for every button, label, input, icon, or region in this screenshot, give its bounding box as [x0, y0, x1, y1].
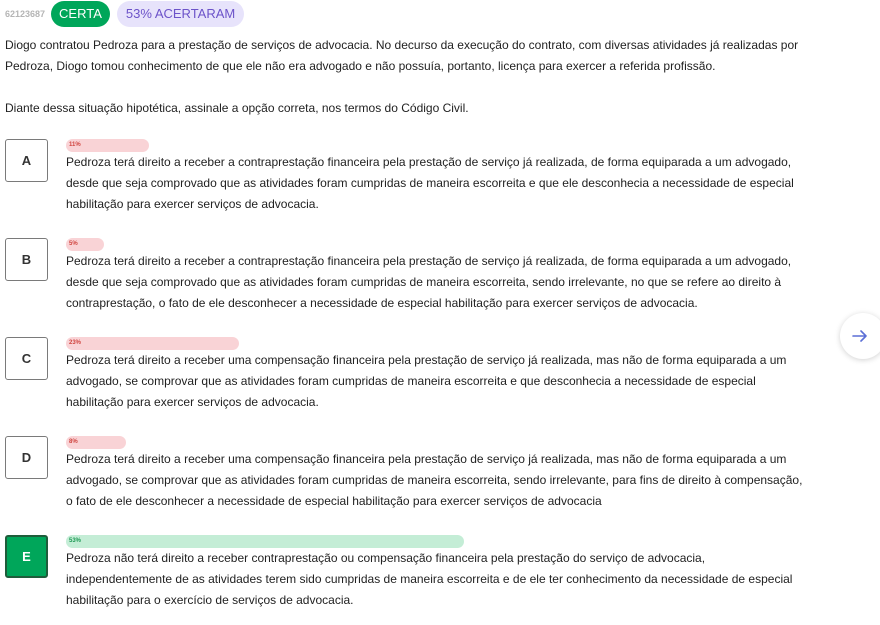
alternative-e[interactable]: [5, 535, 815, 625]
question-statement: [5, 35, 820, 119]
alternative-c[interactable]: [5, 337, 815, 427]
arrow-right-icon: [852, 330, 868, 342]
question-header: [5, 1, 244, 27]
status-badge: CERTA: [51, 1, 110, 27]
answer-rate-bar: 53%: [66, 535, 464, 548]
alternative-letter-button[interactable]: B: [5, 238, 48, 281]
alternative-b[interactable]: [5, 238, 815, 328]
hit-rate-badge: 53% ACERTARAM: [117, 1, 244, 27]
alternative-text[interactable]: Pedroza terá direito a receber a contraprestação financeira pela prestação de serviço já realizada, de forma equiparada a um advogado, desde que seja comprovado que as atividades foram cumpridas de maneira escorreita, sendo irrelevante, no que se refere ao direito à contraprestação, o fato de ele desconhecer a necessidade de especial habilitação para exercer serviços de advocacia.: [66, 254, 792, 310]
alternative-d[interactable]: [5, 436, 815, 526]
alternative-text[interactable]: Pedroza terá direito a receber uma compensação financeira pela prestação de serviço já realizada, mas não de forma equiparada a um advogado, se comprovar que as atividades foram cumpridas de maneira escorreita, sendo irrelevante, para fins de direito à compensação, o fato de ele desconhecer a necessidade de especial habilitação para exercer serviços de advocacia: [66, 452, 803, 508]
alternative-a[interactable]: [5, 139, 815, 229]
answer-rate-bar: 11%: [66, 139, 149, 152]
next-question-button[interactable]: [840, 313, 880, 359]
alternative-letter-button[interactable]: D: [5, 436, 48, 479]
alternative-letter-button[interactable]: C: [5, 337, 48, 380]
answer-rate-bar: 23%: [66, 337, 239, 350]
alternative-text[interactable]: Pedroza terá direito a receber uma compensação financeira pela prestação de serviço já realizada, mas não de forma equiparada a um advogado, se comprovar que as atividades foram cumpridas de maneira escorreita e que desconhecia a necessidade de especial habilitação para exercer serviços de advocacia.: [66, 353, 787, 409]
question-id: 62123687: [5, 9, 46, 19]
alternative-text[interactable]: Pedroza terá direito a receber a contraprestação financeira pela prestação de serviço já realizada, de forma equiparada a um advogado, desde que seja comprovado que as atividades foram cumpridas de maneira escorreita e que ele desconhecia a necessidade de especial habilitação para exercer serviços de advocacia.: [66, 155, 794, 211]
answer-rate-bar: 5%: [66, 238, 104, 251]
answer-rate-bar: 8%: [66, 436, 126, 449]
statement-paragraph: Diogo contratou Pedroza para a prestação de serviços de advocacia. No decurso da execução do contrato, com diversas atividades já realizadas por Pedroza, Diogo tomou conhecimento de que ele não era advogado e não possuía, portanto, licença para exercer a referida profissão.: [5, 38, 799, 73]
statement-paragraph: Diante dessa situação hipotética, assinale a opção correta, nos termos do Código Civil.: [5, 101, 469, 115]
alternative-letter-button[interactable]: E: [5, 535, 48, 578]
alternative-letter-button[interactable]: A: [5, 139, 48, 182]
alternative-text[interactable]: Pedroza não terá direito a receber contraprestação ou compensação financeira pela prestação do serviço de advocacia, independentemente de as atividades terem sido cumpridas de maneira escorreita e de ele ter conhecimento da necessidade de especial habilitação para o exercício de serviços de advocacia.: [66, 551, 793, 607]
